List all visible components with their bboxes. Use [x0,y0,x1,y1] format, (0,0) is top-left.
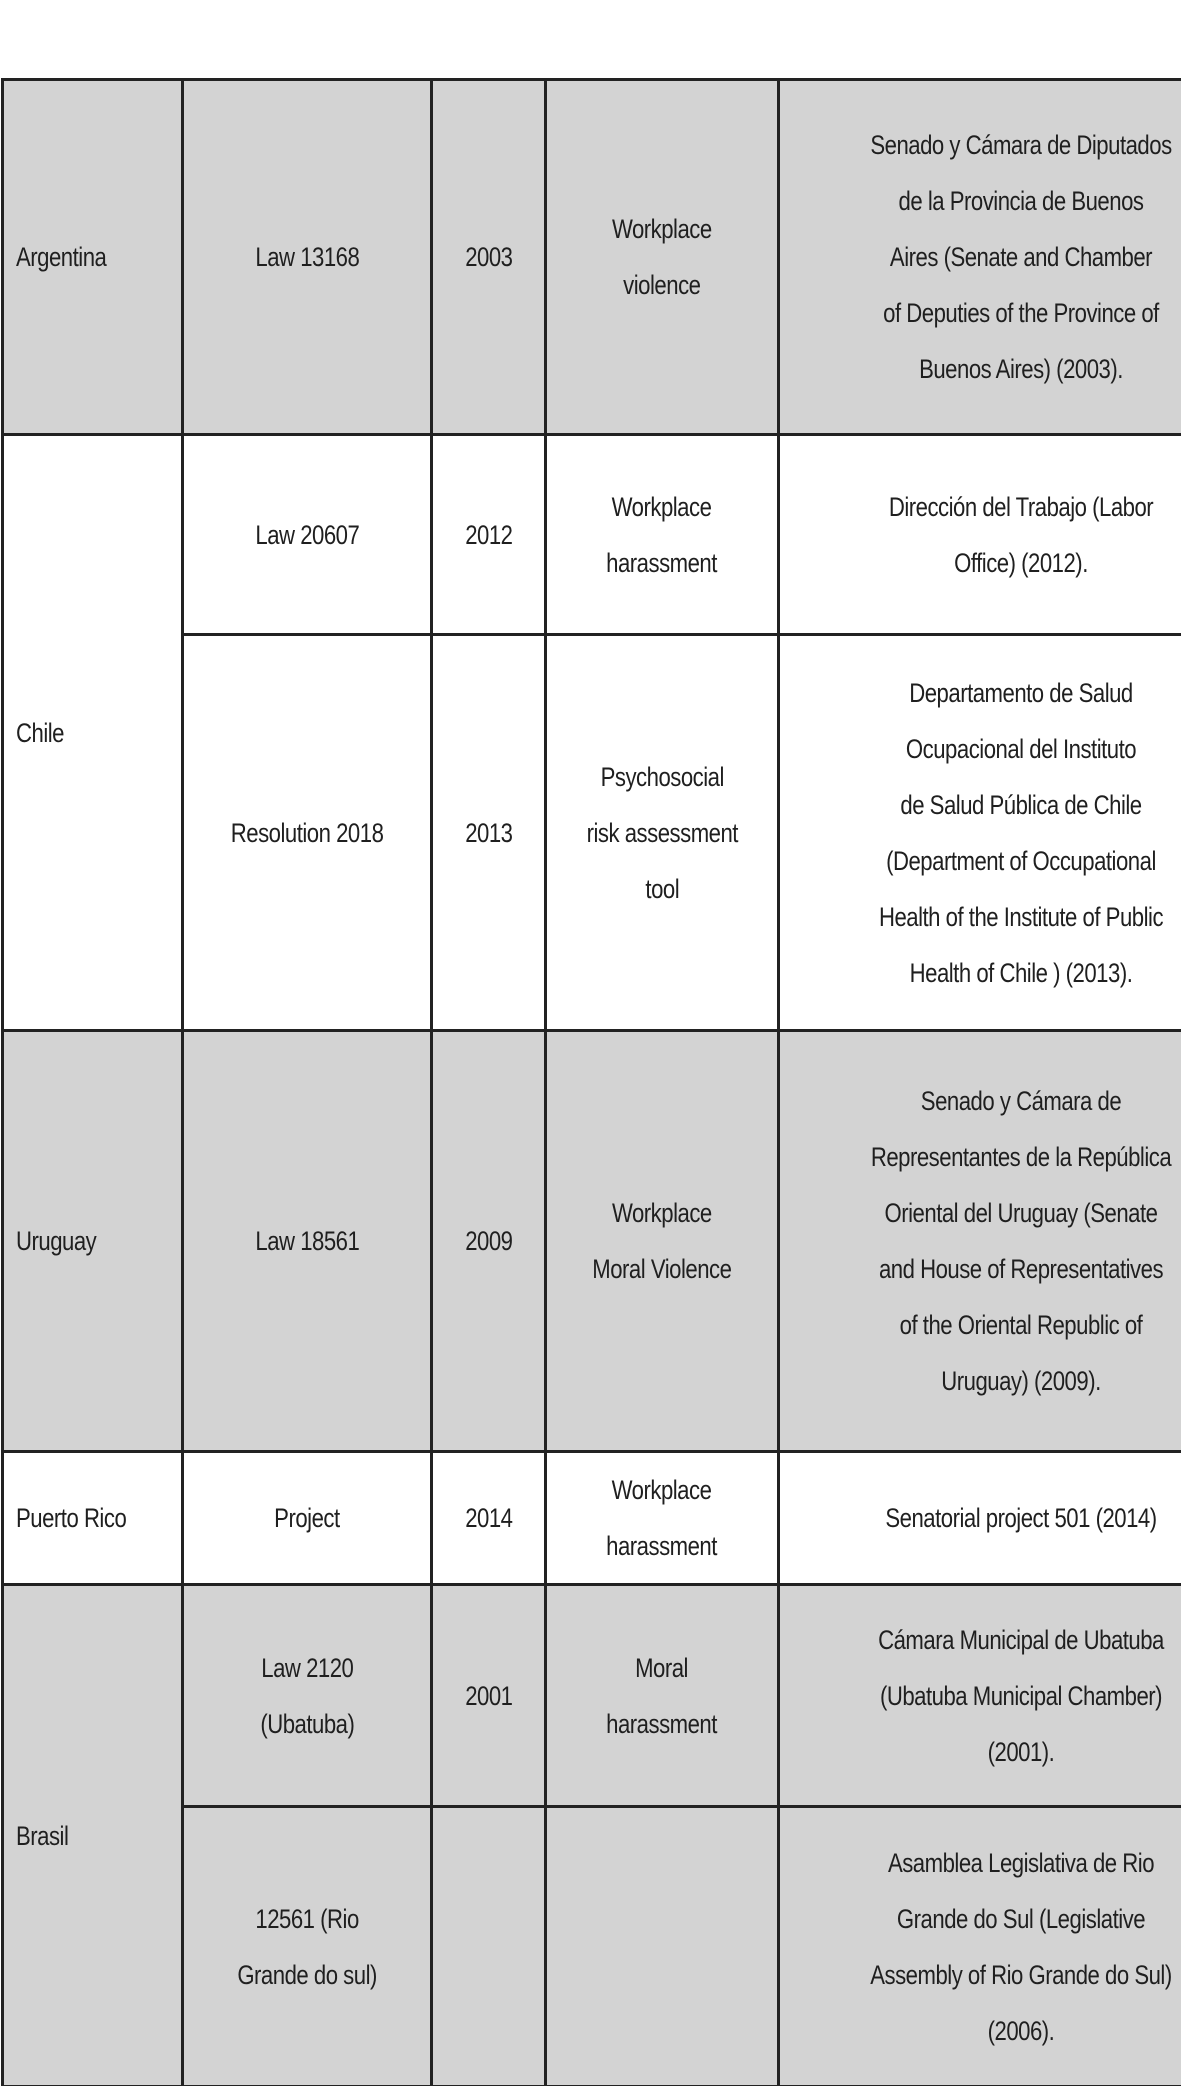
year-cell [432,1452,546,1585]
country-name: Puerto Rico [16,1503,127,1533]
year-text: 2012 [464,519,513,550]
year-cell [432,80,546,435]
country-name: Argentina [16,242,107,272]
table-row-brasil [3,1585,1181,1807]
source-text: Senado y Cámara de Representantes de la República Oriental del Uruguay (Senate and House of Representatives of the Oriental Republic of Uruguay) (2009). [870,1086,1172,1396]
source-text: Senado y Cámara de Diputados de la Provincia de Buenos Aires (Senate and Chamber of Deputies of the Province of Buenos Aires) (2003). [870,130,1172,384]
country-name: Brasil [16,1820,69,1851]
legislation-table [1,78,1181,2086]
source-text: Senatorial project 501 (2014) [885,1503,1157,1533]
topic-text: Workplace Moral Violence [592,1198,732,1284]
source-cell [779,1452,1181,1585]
instrument-cell [183,635,432,1031]
source-cell [779,1031,1181,1452]
year-text: 2003 [464,242,513,272]
table-row-puerto-rico [3,1452,1181,1585]
topic-text: Moral harassment [606,1652,718,1739]
instrument-cell [183,1031,432,1452]
topic-cell [546,1585,779,1807]
instrument-text: Resolution 2018 [230,817,384,848]
instrument-cell [183,1585,432,1807]
topic-cell [546,1452,779,1585]
instrument-cell [183,1807,432,2087]
source-text: Cámara Municipal de Ubatuba (Ubatuba Municipal Chamber) (2001). [878,1624,1164,1767]
country-cell [3,435,183,1031]
instrument-text: Law 18561 [255,1226,359,1256]
topic-cell [546,80,779,435]
country-cell [3,80,183,435]
instrument-cell [183,435,432,635]
source-cell [779,635,1181,1031]
topic-cell [546,635,779,1031]
year-cell [432,1585,546,1807]
country-cell [3,1585,183,2087]
year-cell [432,635,546,1031]
country-cell [3,1452,183,1585]
year-text: 2001 [464,1680,513,1711]
table-row-argentina [3,80,1181,435]
topic-text: Psychosocial risk assessment tool [586,761,738,904]
topic-text: Workplace violence [612,214,712,300]
table-row-uruguay [3,1031,1181,1452]
topic-cell [546,1031,779,1452]
source-cell [779,1585,1181,1807]
year-text: 2013 [464,817,513,848]
topic-cell [546,435,779,635]
table-row-chile [3,435,1181,635]
instrument-text: 12561 (Rio Grande do sul) [237,1903,377,1990]
year-text: 2009 [464,1226,513,1256]
source-cell [779,1807,1181,2087]
topic-cell [546,1807,779,2087]
year-cell [432,1807,546,2087]
source-cell [779,80,1181,435]
source-text: Dirección del Trabajo (Labor Office) (2012). [888,491,1154,578]
source-text: Departamento de Salud Ocupacional del Instituto de Salud Pública de Chile (Department of Occupational Health of the Institute of Public Health of Chile ) (2013). [878,677,1164,988]
topic-text: Workplace harassment [606,1475,718,1561]
country-name: Chile [16,717,64,748]
instrument-text: Law 13168 [255,242,359,272]
country-name: Uruguay [16,1226,97,1256]
instrument-cell [183,1452,432,1585]
year-cell [432,435,546,635]
instrument-text: Project [274,1503,340,1533]
source-cell [779,435,1181,635]
table-viewport [0,78,1181,2086]
year-cell [432,1031,546,1452]
instrument-cell [183,80,432,435]
year-text: 2014 [464,1503,513,1533]
instrument-text: Law 20607 [255,519,359,550]
country-cell [3,1031,183,1452]
instrument-text: Law 2120 (Ubatuba) [259,1652,355,1739]
topic-text: Workplace harassment [606,491,718,578]
source-text: Asamblea Legislativa de Rio Grande do Sul (Legislative Assembly of Rio Grande do Sul) (2006). [870,1847,1172,2046]
